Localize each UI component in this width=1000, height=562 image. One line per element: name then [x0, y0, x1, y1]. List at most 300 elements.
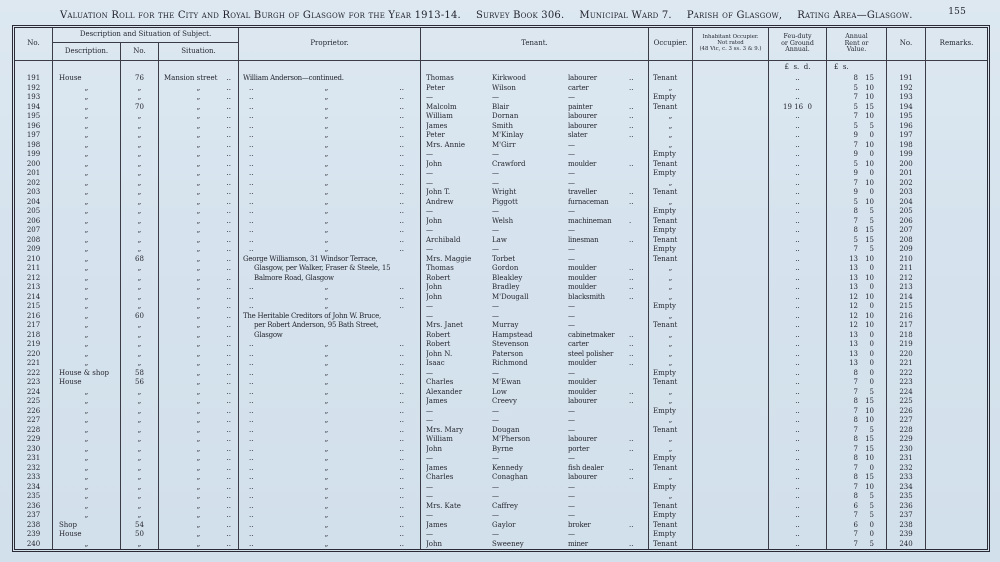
col-description-no: „	[121, 160, 159, 170]
ditto-mark: ..	[249, 245, 254, 253]
col-no: 240	[15, 540, 53, 550]
rent-pounds: 12	[849, 311, 858, 320]
col-description: House & shop	[53, 369, 121, 379]
col-no: 220	[15, 350, 53, 360]
ditto-dots	[629, 511, 645, 521]
col-occupier: „	[649, 274, 693, 284]
col-no: 238	[15, 521, 53, 531]
col-no-right: 193	[887, 93, 926, 103]
col-no-right: 226	[887, 407, 926, 417]
col-situation	[159, 150, 239, 160]
col-description-no: „	[121, 445, 159, 455]
situation-text: „	[196, 226, 201, 234]
col-annual-rent	[827, 511, 887, 521]
header-inhabitant-line1: Inhabitant Occupier.	[702, 34, 759, 41]
ditto-dots: ..	[226, 178, 231, 187]
tenant-surname: Hampstead	[492, 330, 533, 339]
col-tenant	[421, 321, 649, 331]
tenant-forename: Mrs. Mary	[426, 425, 464, 434]
ditto-dots: ..	[226, 140, 231, 149]
col-feu-duty: ..	[769, 397, 827, 407]
tenant-occupation: —	[568, 416, 575, 424]
tenant-occupation: traveller	[568, 188, 597, 196]
col-no: 234	[15, 483, 53, 493]
tenant-forename: John	[426, 216, 443, 225]
ditto-mark: ..	[399, 387, 404, 396]
ditto-mark: „	[324, 83, 329, 92]
table-row	[15, 236, 987, 246]
col-feu-duty: ..	[769, 483, 827, 493]
rent-pounds: 12	[849, 321, 858, 329]
col-annual-rent	[827, 312, 887, 322]
ditto-dots: ..	[629, 235, 634, 244]
col-no-right: 196	[887, 122, 926, 132]
col-feu-duty: ..	[769, 274, 827, 284]
municipal-ward-label: Municipal Ward 7.	[579, 9, 672, 21]
col-tenant	[421, 141, 649, 151]
col-no-right: 197	[887, 131, 926, 141]
ditto-mark: „	[324, 245, 329, 253]
table-row	[15, 274, 987, 284]
situation-text: „	[196, 444, 201, 453]
ditto-mark: ..	[399, 349, 404, 358]
situation-text: „	[196, 302, 201, 310]
rent-pounds: 7	[853, 387, 858, 396]
col-feu-duty: ..	[769, 74, 827, 84]
rent-shillings: 0	[869, 368, 874, 377]
ditto-mark: ..	[399, 520, 404, 529]
ditto-dots	[629, 150, 645, 160]
ditto-mark: ..	[249, 102, 254, 111]
col-occupier: „	[649, 112, 693, 122]
col-description: „	[53, 103, 121, 113]
col-annual-rent	[827, 302, 887, 312]
ditto-dots: ..	[629, 292, 634, 301]
col-proprietor	[239, 245, 421, 255]
rent-pounds: 8	[853, 226, 858, 234]
col-description: „	[53, 464, 121, 474]
col-annual-rent	[827, 103, 887, 113]
tenant-forename: —	[426, 178, 433, 187]
col-remarks	[926, 473, 987, 483]
col-description-no: 50	[121, 530, 159, 540]
col-inhabitant-occupier	[693, 426, 769, 436]
col-inhabitant-occupier	[693, 103, 769, 113]
col-no: 198	[15, 141, 53, 151]
col-feu-duty: ..	[769, 369, 827, 379]
col-remarks	[926, 179, 987, 189]
col-situation	[159, 255, 239, 265]
col-situation	[159, 293, 239, 303]
col-inhabitant-occupier	[693, 397, 769, 407]
table-row	[15, 112, 987, 122]
ditto-dots: ..	[226, 292, 231, 301]
col-occupier: Tenant	[649, 426, 693, 436]
table-row	[15, 492, 987, 502]
col-description-no: „	[121, 454, 159, 464]
col-occupier: Tenant	[649, 188, 693, 198]
col-no-right: 230	[887, 445, 926, 455]
tenant-surname: Murray	[492, 321, 519, 329]
ditto-mark: ..	[399, 292, 404, 301]
ditto-mark: ..	[399, 121, 404, 130]
situation-text: „	[196, 454, 201, 462]
rent-shillings: 0	[869, 463, 874, 472]
page-header	[60, 7, 986, 23]
tenant-surname: —	[492, 454, 499, 462]
ditto-mark: ..	[249, 463, 254, 472]
col-tenant	[421, 312, 649, 322]
ditto-mark: ..	[249, 83, 254, 92]
tenant-surname: —	[492, 406, 499, 415]
tenant-occupation: labourer	[568, 121, 597, 130]
col-proprietor	[239, 302, 421, 312]
ditto-mark: ..	[249, 520, 254, 529]
ditto-mark: ..	[399, 368, 404, 377]
tenant-occupation: moulder	[568, 359, 597, 367]
col-no-right: 225	[887, 397, 926, 407]
tenant-occupation: —	[568, 511, 575, 519]
col-description-no: „	[121, 464, 159, 474]
ditto-mark: „	[324, 188, 329, 196]
col-no-right: 209	[887, 245, 926, 255]
rent-pounds: 9	[853, 150, 858, 158]
table-body	[15, 74, 987, 549]
col-occupier: Empty	[649, 93, 693, 103]
col-situation	[159, 492, 239, 502]
col-tenant	[421, 397, 649, 407]
page-number: 155	[948, 7, 966, 17]
ditto-mark: ..	[399, 378, 404, 386]
col-no: 230	[15, 445, 53, 455]
tenant-occupation: —	[568, 169, 575, 177]
ditto-dots: ..	[629, 197, 634, 206]
ditto-dots: ..	[629, 264, 634, 272]
col-inhabitant-occupier	[693, 179, 769, 189]
ditto-dots: ..	[629, 539, 634, 548]
col-annual-rent	[827, 350, 887, 360]
ditto-mark: ..	[249, 387, 254, 396]
col-description: „	[53, 226, 121, 236]
col-proprietor	[239, 359, 421, 369]
tenant-surname: Kennedy	[492, 463, 523, 472]
col-feu-duty: ..	[769, 464, 827, 474]
col-tenant	[421, 169, 649, 179]
col-proprietor	[239, 264, 421, 274]
tenant-forename: —	[426, 454, 433, 462]
table-row	[15, 511, 987, 521]
table-row	[15, 264, 987, 274]
tenant-occupation: —	[568, 178, 575, 187]
situation-text: „	[196, 131, 201, 139]
ditto-mark: ..	[399, 169, 404, 177]
col-tenant	[421, 179, 649, 189]
table-row	[15, 141, 987, 151]
ditto-dots: ..	[226, 511, 231, 519]
col-inhabitant-occupier	[693, 245, 769, 255]
tenant-occupation: labourer	[568, 397, 597, 405]
col-inhabitant-occupier	[693, 321, 769, 331]
col-tenant	[421, 150, 649, 160]
ditto-dots: ..	[226, 74, 231, 82]
table-row	[15, 84, 987, 94]
rent-shillings: 10	[865, 83, 874, 92]
ditto-dots: ..	[226, 207, 231, 215]
col-proprietor	[239, 103, 421, 113]
col-no: 222	[15, 369, 53, 379]
tenant-forename: Alexander	[426, 387, 463, 396]
units-spacer-10	[926, 61, 987, 74]
rent-shillings: 5	[869, 207, 874, 215]
col-inhabitant-occupier	[693, 492, 769, 502]
col-remarks	[926, 112, 987, 122]
col-no: 192	[15, 84, 53, 94]
col-tenant	[421, 103, 649, 113]
ditto-dots: ..	[226, 245, 231, 253]
ditto-dots: ..	[629, 131, 634, 139]
units-spacer-1	[15, 61, 53, 74]
situation-text: „	[196, 207, 201, 215]
rent-pounds: 8	[853, 368, 858, 377]
col-occupier: Empty	[649, 207, 693, 217]
ditto-mark: ..	[249, 159, 254, 168]
col-inhabitant-occupier	[693, 74, 769, 84]
situation-text: „	[196, 102, 201, 111]
col-no-right: 205	[887, 207, 926, 217]
col-annual-rent	[827, 131, 887, 141]
col-inhabitant-occupier	[693, 521, 769, 531]
col-annual-rent	[827, 502, 887, 512]
tenant-forename: —	[426, 311, 433, 320]
col-occupier: „	[649, 359, 693, 369]
ditto-mark: ..	[249, 368, 254, 377]
col-tenant	[421, 511, 649, 521]
tenant-occupation: broker	[568, 520, 591, 529]
col-no: 206	[15, 217, 53, 227]
col-situation	[159, 407, 239, 417]
ditto-mark: „	[324, 159, 329, 168]
col-description: „	[53, 293, 121, 303]
col-situation	[159, 207, 239, 217]
col-annual-rent	[827, 293, 887, 303]
ditto-mark: „	[324, 378, 329, 386]
col-annual-rent	[827, 245, 887, 255]
col-description: „	[53, 454, 121, 464]
tenant-occupation: miner	[568, 539, 588, 548]
col-no-right: 199	[887, 150, 926, 160]
col-description-no: „	[121, 283, 159, 293]
tenant-forename: James	[426, 121, 448, 130]
col-tenant	[421, 198, 649, 208]
col-occupier: Empty	[649, 483, 693, 493]
col-remarks	[926, 198, 987, 208]
col-no-right: 191	[887, 74, 926, 84]
tenant-occupation: —	[568, 406, 575, 415]
rent-shillings: 0	[869, 188, 874, 196]
header-feu-line2: or Ground	[781, 39, 814, 47]
tenant-forename: Thomas	[426, 264, 454, 272]
col-remarks	[926, 464, 987, 474]
ditto-mark: ..	[249, 378, 254, 386]
col-no-right: 194	[887, 103, 926, 113]
col-no-right: 211	[887, 264, 926, 274]
col-feu-duty: ..	[769, 84, 827, 94]
ditto-dots: ..	[629, 273, 634, 282]
col-occupier: „	[649, 397, 693, 407]
col-proprietor	[239, 426, 421, 436]
proprietor-text: Glasgow, per Walker, Fraser & Steele, 15	[254, 264, 391, 272]
ditto-mark: ..	[249, 473, 254, 481]
ditto-mark: „	[324, 112, 329, 120]
proprietor-text: William Anderson—continued.	[243, 74, 344, 82]
rent-pounds: 9	[853, 131, 858, 139]
rent-shillings: 0	[869, 169, 874, 177]
ditto-mark: „	[324, 454, 329, 462]
col-description-no: „	[121, 511, 159, 521]
ditto-dots	[629, 416, 645, 426]
col-description: „	[53, 84, 121, 94]
col-tenant	[421, 255, 649, 265]
col-no: 191	[15, 74, 53, 84]
ditto-mark: „	[324, 102, 329, 111]
col-description-no: „	[121, 131, 159, 141]
col-no: 233	[15, 473, 53, 483]
col-proprietor	[239, 188, 421, 198]
col-tenant	[421, 74, 649, 84]
col-no-right: 204	[887, 198, 926, 208]
header-inhabitant-occupier	[693, 28, 769, 60]
rent-pounds: 13	[849, 254, 858, 263]
col-annual-rent	[827, 445, 887, 455]
col-description-no: 58	[121, 369, 159, 379]
table-row	[15, 502, 987, 512]
col-description-no: „	[121, 236, 159, 246]
col-situation	[159, 112, 239, 122]
col-tenant	[421, 217, 649, 227]
rent-shillings: 10	[865, 311, 874, 320]
col-description-no: „	[121, 84, 159, 94]
col-feu-duty: ..	[769, 426, 827, 436]
ditto-mark: ..	[249, 349, 254, 358]
tenant-surname: —	[492, 492, 499, 500]
ditto-mark: ..	[249, 302, 254, 310]
ditto-mark: ..	[399, 492, 404, 500]
col-description-no: „	[121, 435, 159, 445]
col-proprietor	[239, 435, 421, 445]
col-description-no: „	[121, 150, 159, 160]
col-description-no: 70	[121, 103, 159, 113]
tenant-surname: Torbet	[492, 254, 516, 263]
col-situation	[159, 103, 239, 113]
col-remarks	[926, 454, 987, 464]
ditto-mark: „	[324, 216, 329, 225]
col-description: „	[53, 179, 121, 189]
col-tenant	[421, 302, 649, 312]
col-tenant	[421, 473, 649, 483]
col-tenant	[421, 207, 649, 217]
col-annual-rent	[827, 283, 887, 293]
ditto-dots: ..	[226, 321, 231, 329]
table-row	[15, 160, 987, 170]
tenant-surname: Low	[492, 387, 507, 396]
col-description: „	[53, 122, 121, 132]
tenant-surname: Welsh	[492, 216, 514, 225]
col-no-right: 206	[887, 217, 926, 227]
ditto-dots: ..	[226, 349, 231, 358]
col-remarks	[926, 502, 987, 512]
col-remarks	[926, 188, 987, 198]
ditto-mark: „	[324, 235, 329, 244]
col-occupier: „	[649, 340, 693, 350]
col-situation	[159, 283, 239, 293]
col-no: 216	[15, 312, 53, 322]
col-proprietor	[239, 350, 421, 360]
ditto-dots	[629, 407, 645, 417]
tenant-surname: Wright	[492, 188, 517, 196]
col-inhabitant-occupier	[693, 388, 769, 398]
situation-text: „	[196, 150, 201, 158]
col-proprietor	[239, 217, 421, 227]
table-row	[15, 454, 987, 464]
ditto-dots	[629, 141, 645, 151]
col-remarks	[926, 122, 987, 132]
rent-pounds: 7	[853, 140, 858, 149]
tenant-forename: —	[426, 416, 433, 424]
ditto-mark: „	[324, 539, 329, 548]
col-remarks	[926, 369, 987, 379]
col-inhabitant-occupier	[693, 264, 769, 274]
tenant-surname: M'Girr	[492, 140, 516, 149]
col-situation	[159, 160, 239, 170]
tenant-forename: —	[426, 482, 433, 491]
col-occupier: Empty	[649, 511, 693, 521]
col-situation	[159, 445, 239, 455]
tenant-surname: Dougan	[492, 425, 520, 434]
rent-shillings: 0	[869, 283, 874, 291]
ditto-dots: ..	[629, 112, 634, 120]
tenant-forename: —	[426, 302, 433, 310]
col-remarks	[926, 350, 987, 360]
col-remarks	[926, 93, 987, 103]
col-proprietor	[239, 321, 421, 331]
ditto-mark: „	[324, 121, 329, 130]
table-row	[15, 103, 987, 113]
col-description: „	[53, 274, 121, 284]
ditto-mark: ..	[399, 207, 404, 215]
ditto-dots: ..	[226, 387, 231, 396]
col-remarks	[926, 293, 987, 303]
col-remarks	[926, 141, 987, 151]
ditto-mark: ..	[399, 539, 404, 548]
rent-shillings: 0	[869, 378, 874, 386]
rent-pounds: 9	[853, 169, 858, 177]
ditto-mark: ..	[399, 216, 404, 225]
col-description-no: „	[121, 245, 159, 255]
ditto-mark: „	[324, 197, 329, 206]
col-description: „	[53, 312, 121, 322]
tenant-surname: Bradley	[492, 283, 520, 291]
ditto-mark: ..	[249, 283, 254, 291]
col-no: 237	[15, 511, 53, 521]
col-description-no: „	[121, 540, 159, 550]
table-row	[15, 198, 987, 208]
col-annual-rent	[827, 141, 887, 151]
table-row	[15, 359, 987, 369]
col-situation	[159, 179, 239, 189]
col-occupier: Tenant	[649, 321, 693, 331]
rent-pounds: 7	[853, 425, 858, 434]
table-row	[15, 540, 987, 550]
